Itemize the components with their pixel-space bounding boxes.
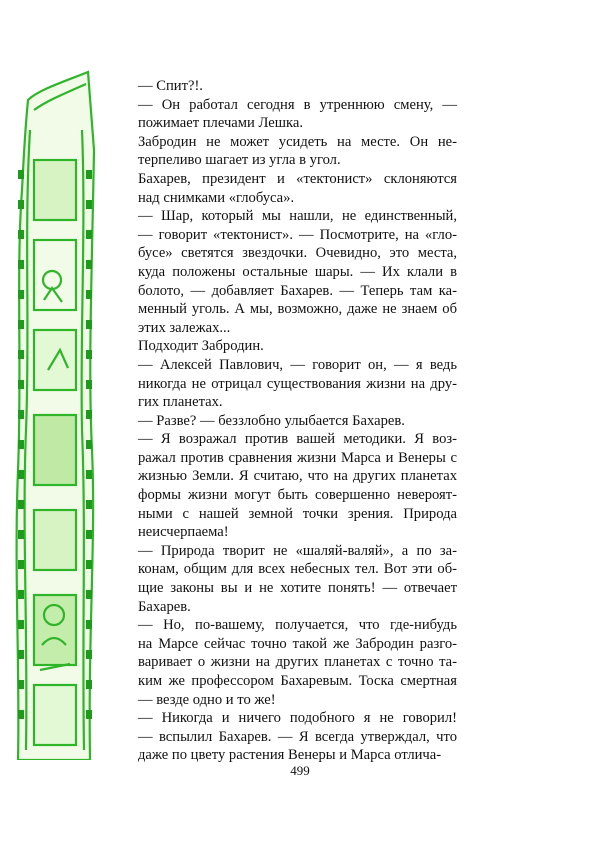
text-line: ными с нашей земной точки зрения. Природа bbox=[138, 505, 457, 522]
text-line: болото, — добавляет Бахарев. — Теперь там ка- bbox=[138, 282, 457, 299]
paragraph bbox=[116, 542, 457, 616]
paragraph bbox=[116, 77, 457, 96]
film-strip-illustration bbox=[8, 70, 100, 760]
page-number: 499 bbox=[290, 763, 310, 778]
text-line: бусе» светятся звездочки. Очевидно, это места, bbox=[138, 245, 457, 262]
paragraph bbox=[116, 96, 457, 133]
text-line: — Я возражал против вашей методики. Я воз- bbox=[138, 431, 457, 448]
text-line: ким же профессором Бахаревым. Тоска смертная bbox=[138, 673, 457, 689]
text-line: конам, общим для всех небесных тел. Вот эти об- bbox=[138, 561, 457, 578]
text-line: — Спит?!. bbox=[138, 78, 203, 94]
paragraph bbox=[116, 430, 457, 542]
text-line: Бахарев, президент и «тектонист» склоняются bbox=[138, 170, 457, 187]
text-line: над снимками «глобуса». bbox=[138, 189, 295, 206]
text-line: Подходит Забродин. bbox=[138, 338, 264, 355]
text-line: — Алексей Павлович, — говорит он, — я ведь bbox=[138, 356, 457, 373]
text-line: даже по цвету растения Венеры и Марса отлича- bbox=[138, 747, 442, 764]
paragraph bbox=[116, 207, 457, 337]
text-line: формы жизни могут быть совершенно невероят- bbox=[138, 487, 457, 504]
paragraph bbox=[116, 133, 457, 170]
text-line: — Он работал сегодня в утреннюю смену, — bbox=[138, 96, 457, 113]
paragraph bbox=[116, 709, 457, 765]
text-line: — вспылил Бахарев. — Я всегда утверждал, что bbox=[138, 728, 457, 745]
text-line: — Разве? — беззлобно улыбается Бахарев. bbox=[138, 412, 405, 429]
text-line: — везде одно и то же! bbox=[138, 691, 276, 708]
text-line: терпеливо шагает из угла в угол. bbox=[138, 152, 341, 169]
text-line: — Шар, который мы нашли, не единственный, bbox=[138, 208, 457, 225]
text-line: ражал против сравнения жизни Марса и Венеры с bbox=[138, 449, 457, 466]
paragraph bbox=[116, 356, 457, 412]
text-line: никогда не отрицал существования жизни на дру- bbox=[138, 375, 457, 392]
page-body-text bbox=[116, 77, 457, 765]
text-line: Бахарев. bbox=[138, 598, 191, 615]
paragraph bbox=[116, 412, 457, 431]
text-line: — Но, по-вашему, получается, что где-нибудь bbox=[138, 617, 457, 634]
text-line: пожимает плечами Лешка. bbox=[138, 115, 303, 132]
text-line: гих планетах. bbox=[138, 394, 223, 411]
text-line: — Никогда и ничего подобного я не говорил! bbox=[138, 710, 457, 727]
text-line: куда положены остальные шары. — Их клали в bbox=[138, 263, 457, 280]
text-line: на Марсе сейчас точно такой же Забродин разго- bbox=[138, 635, 457, 652]
text-line: — Природа творит не «шаляй-валяй», а по за- bbox=[138, 542, 457, 559]
paragraph bbox=[116, 337, 457, 356]
paragraph bbox=[116, 616, 457, 709]
paragraph bbox=[116, 170, 457, 207]
text-line: жизнью Земли. Я считаю, что на других планетах bbox=[138, 468, 457, 485]
text-line: неисчерпаема! bbox=[138, 524, 229, 541]
text-line: варивает о жизни на других планетах с точно та- bbox=[138, 654, 457, 671]
text-line: Забродин не может усидеть на месте. Он не- bbox=[138, 133, 457, 150]
text-line: щие законы вы и не хотите понять! — отвечает bbox=[138, 580, 457, 597]
text-line: менный уголь. А мы, возможно, даже не знаем об bbox=[138, 301, 457, 318]
text-line: — говорит «тектонист». — Посмотрите, на «гло- bbox=[138, 226, 457, 243]
text-line: этих залежах... bbox=[138, 319, 231, 336]
